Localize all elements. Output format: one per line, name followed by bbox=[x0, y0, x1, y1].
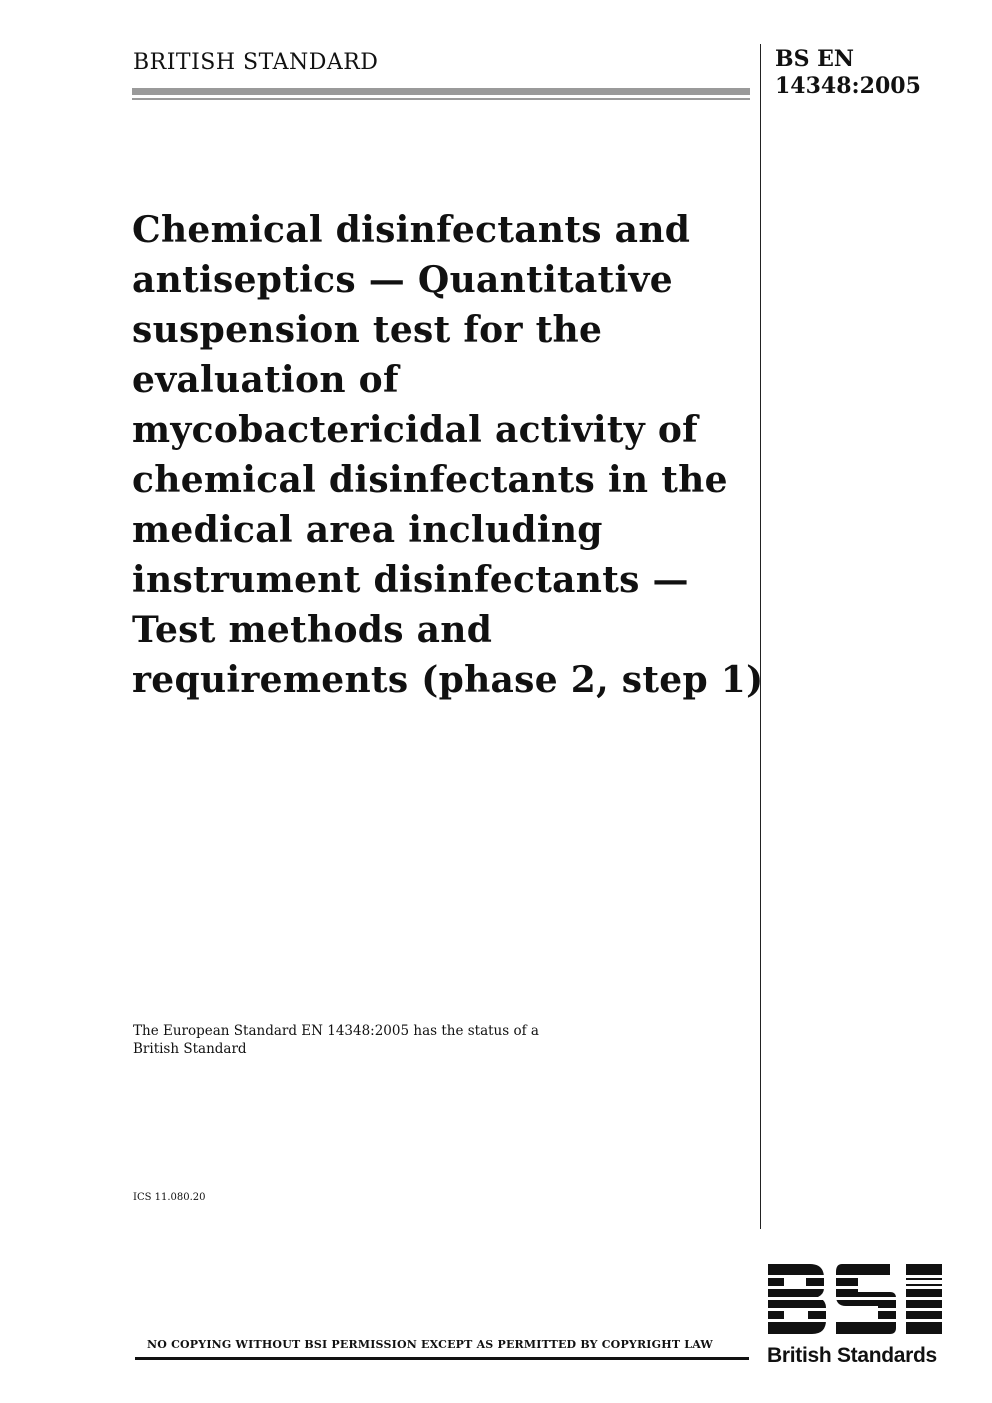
ics-code: ICS 11.080.20 bbox=[133, 1192, 206, 1203]
bsi-logo-tagline: British Standards bbox=[767, 1344, 937, 1367]
title-line: medical area including bbox=[132, 509, 603, 551]
status-line: The European Standard EN 14348:2005 has the status of a bbox=[133, 1023, 539, 1039]
bsi-logo-letter-b bbox=[768, 1264, 826, 1334]
header-rules bbox=[132, 88, 750, 100]
title-line: Test methods and bbox=[132, 609, 493, 651]
bsi-logo-letter-s bbox=[834, 1264, 898, 1334]
title-line: antiseptics — Quantitative bbox=[132, 259, 673, 301]
bsi-logo-letter-i bbox=[904, 1264, 944, 1334]
title-line: Chemical disinfectants and bbox=[132, 209, 691, 251]
status-statement bbox=[133, 1022, 539, 1058]
title-line: instrument disinfectants — bbox=[132, 559, 689, 601]
header-rule-thick bbox=[132, 88, 750, 95]
footer-rule bbox=[135, 1357, 749, 1360]
standard-number-line1: BS EN bbox=[775, 46, 855, 72]
standard-number bbox=[775, 46, 921, 100]
standard-number-line2: 14348:2005 bbox=[775, 73, 921, 99]
title-line: suspension test for the bbox=[132, 309, 603, 351]
header-rule-thin bbox=[132, 98, 750, 100]
status-line: British Standard bbox=[133, 1041, 247, 1057]
title-line: mycobactericidal activity of bbox=[132, 409, 698, 451]
title-line: requirements (phase 2, step 1) bbox=[132, 659, 764, 701]
document-type-label: BRITISH STANDARD bbox=[133, 50, 379, 75]
copyright-notice: NO COPYING WITHOUT BSI PERMISSION EXCEPT AS PERMITTED BY COPYRIGHT LAW bbox=[147, 1338, 713, 1351]
title-line: evaluation of bbox=[132, 359, 399, 401]
document-title bbox=[132, 205, 772, 705]
title-line: chemical disinfectants in the bbox=[132, 459, 728, 501]
